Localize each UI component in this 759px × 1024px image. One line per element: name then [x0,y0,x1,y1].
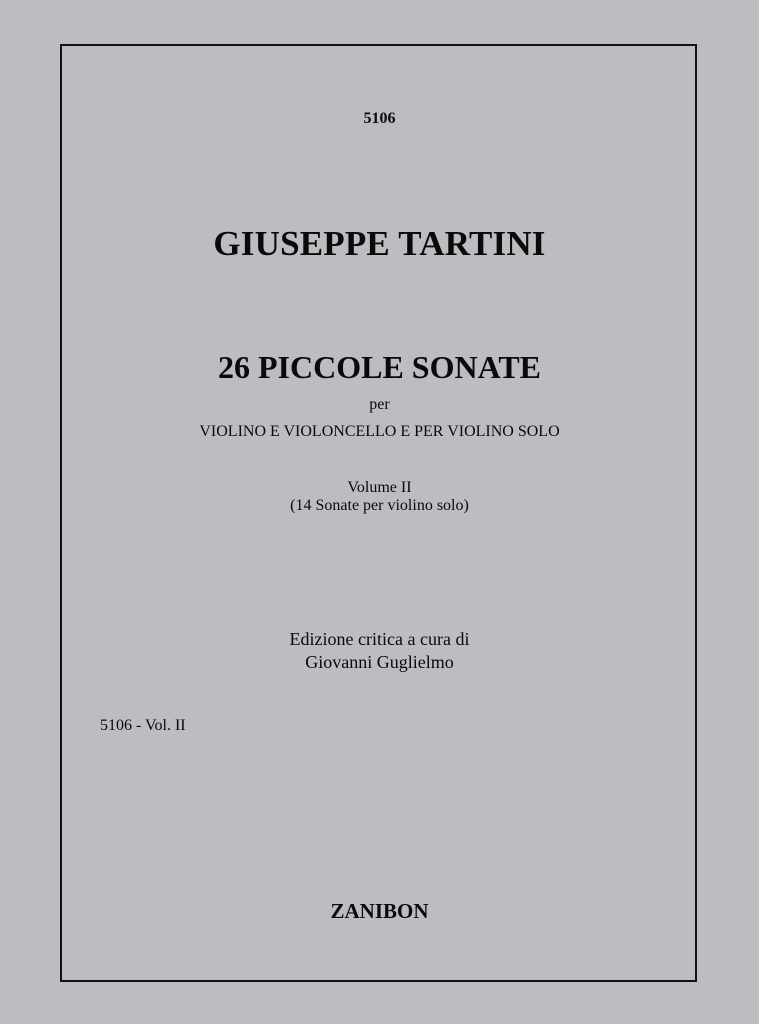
catalog-number: 5106 [363,110,396,127]
editor-name: Giovanni Guglielmo [305,652,454,672]
per-label: per [369,396,390,413]
instrumentation: VIOLINO E VIOLONCELLO E PER VIOLINO SOLO [199,423,560,440]
edition-note: Edizione critica a cura di [289,629,470,649]
volume-label: Volume II [347,479,412,496]
volume-subtitle: (14 Sonate per violino solo) [290,497,469,514]
publisher-name: ZANIBON [330,899,429,923]
catalog-volume-number: 5106 - Vol. II [100,717,186,734]
work-title: 26 PICCOLE SONATE [217,349,541,385]
composer-name: GIUSEPPE TARTINI [213,224,546,263]
